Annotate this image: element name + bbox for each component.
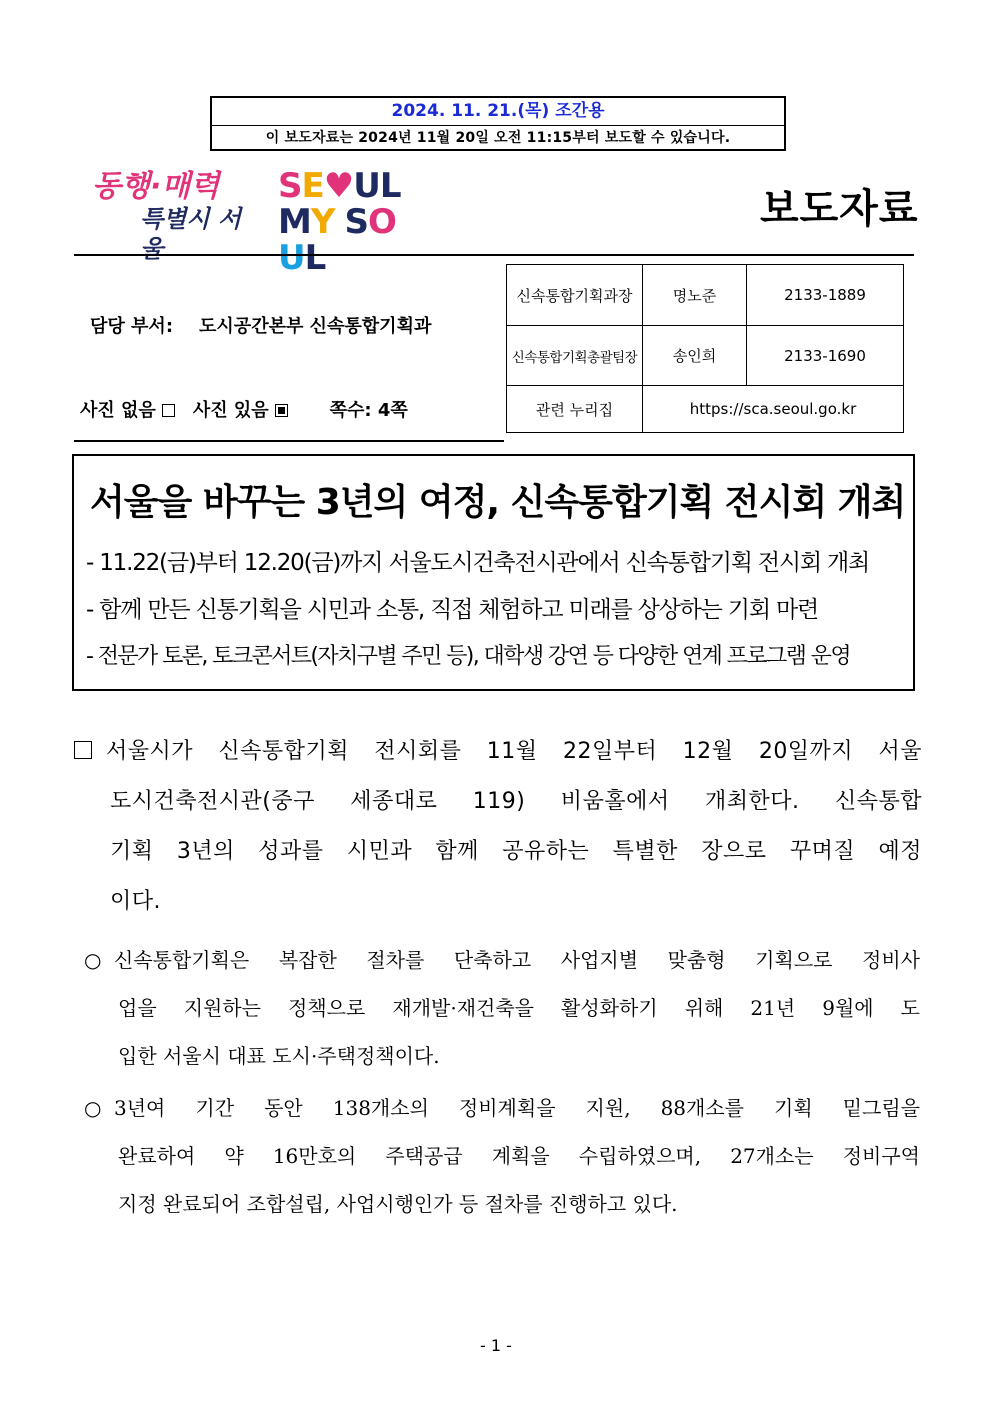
brand-letter: O xyxy=(367,202,396,242)
photo-none-label: 사진 없음 xyxy=(80,400,156,421)
brand-letter: E xyxy=(301,166,324,206)
sub-point: - 함께 만든 신통기획을 시민과 소통, 직접 체험하고 미래를 상상하는 기회 마련 xyxy=(86,597,818,623)
sub-paragraph-2 xyxy=(84,1084,920,1228)
page-number: - 1 - xyxy=(480,1336,512,1355)
brand-letter: U xyxy=(278,238,305,278)
photo-info-line xyxy=(80,396,408,422)
slogan-line2: 특별시 서울 xyxy=(140,205,242,263)
seoul-my-soul-logo xyxy=(278,166,413,278)
paragraph-line: 서울시가 신속통합기획 전시회를 11월 22일부터 12월 20일까지 서울 xyxy=(74,727,922,777)
brand-letter: S xyxy=(278,166,302,206)
contact-phone: 2133-1889 xyxy=(747,265,904,326)
brand-letter: U xyxy=(353,166,380,206)
paragraph-line: ○ 3년여 기간 동안 138개소의 정비계획을 지원, 88개소를 기획 밑그림을 xyxy=(84,1084,920,1132)
circle-bullet-icon: ○ xyxy=(84,948,102,972)
circle-bullet-icon: ○ xyxy=(84,1096,102,1120)
paragraph-line: ○ 신속통합기획은 복잡한 절차를 단축하고 사업지별 맞춤형 기획으로 정비사 xyxy=(84,936,920,984)
contact-role: 신속통합기획총괄팀장 xyxy=(507,326,643,386)
embargo-date: 2024. 11. 21.(목) 조간용 xyxy=(212,98,784,126)
sub-point: - 전문가 토론, 토크콘서트(자치구별 주민 등), 대학생 강연 등 다양한 연계 프로그램 운영 xyxy=(86,644,850,669)
brand-letter: S xyxy=(344,202,368,242)
paragraph-line: 이다. xyxy=(110,889,161,914)
department-label: 담당 부서: xyxy=(90,316,174,337)
department-line xyxy=(90,312,431,338)
table-row xyxy=(507,265,904,326)
paragraph-line: 도시건축전시관(중구 세종대로 119) 비움홀에서 개최한다. 신속통합 xyxy=(110,789,922,814)
department-value: 도시공간본부 신속통합기획과 xyxy=(199,316,432,337)
sub-point: - 11.22(금)부터 12.20(금)까지 서울도시건축전시관에서 신속통합기획 전시회 개최 xyxy=(86,550,870,576)
table-row xyxy=(507,326,904,386)
photo-has-label: 사진 있음 xyxy=(192,400,269,421)
slogan-line1: 동행·매력 xyxy=(92,169,220,204)
headline-box xyxy=(72,454,915,691)
contact-name: 송인희 xyxy=(643,326,747,386)
table-row xyxy=(507,386,904,433)
brand-letter: L xyxy=(304,238,326,278)
main-paragraph xyxy=(74,727,922,927)
seoul-slogan-logo xyxy=(92,169,262,263)
brand-letter: M xyxy=(278,202,311,242)
page-count: 쪽수: 4쪽 xyxy=(329,400,408,421)
paragraph-line: 완료하여 약 16만호의 주택공급 계획을 수립하였으며, 27개소는 정비구역 xyxy=(118,1144,920,1168)
contact-role: 신속통합기획과장 xyxy=(507,265,643,326)
brand-letter: L xyxy=(379,166,401,206)
headline: 서울을 바꾸는 3년의 여정, 신속통합기획 전시회 개최 xyxy=(90,482,906,523)
contact-table xyxy=(506,264,904,433)
photo-has-checkbox xyxy=(275,404,288,417)
doc-type-title: 보도자료 xyxy=(760,186,919,232)
contact-phone: 2133-1690 xyxy=(747,326,904,386)
website-label: 관련 누리집 xyxy=(507,386,643,433)
heart-icon: ♥ xyxy=(323,166,354,206)
website-url[interactable]: https://sca.seoul.go.kr xyxy=(643,386,904,433)
photo-none-checkbox xyxy=(162,404,175,417)
paragraph-line: 업을 지원하는 정책으로 재개발·재건축을 활성화하기 위해 21년 9월에 도 xyxy=(118,996,920,1020)
embargo-box xyxy=(210,96,786,151)
paragraph-line: 기획 3년의 성과를 시민과 함께 공유하는 특별한 장으로 꾸며질 예정 xyxy=(110,839,922,864)
square-bullet-icon xyxy=(74,741,92,759)
contact-name: 명노준 xyxy=(643,265,747,326)
paragraph-line: 지정 완료되어 조합설립, 사업시행인가 등 절차를 진행하고 있다. xyxy=(118,1192,678,1216)
sub-paragraph-1 xyxy=(84,936,920,1080)
paragraph-line: 입한 서울시 대표 도시·주택정책이다. xyxy=(118,1044,440,1068)
brand-letter: Y xyxy=(310,202,335,242)
divider-top xyxy=(74,254,914,256)
embargo-note: 이 보도자료는 2024년 11월 20일 오전 11:15부터 보도할 수 있습니다. xyxy=(265,130,731,146)
divider-mid xyxy=(74,440,504,442)
